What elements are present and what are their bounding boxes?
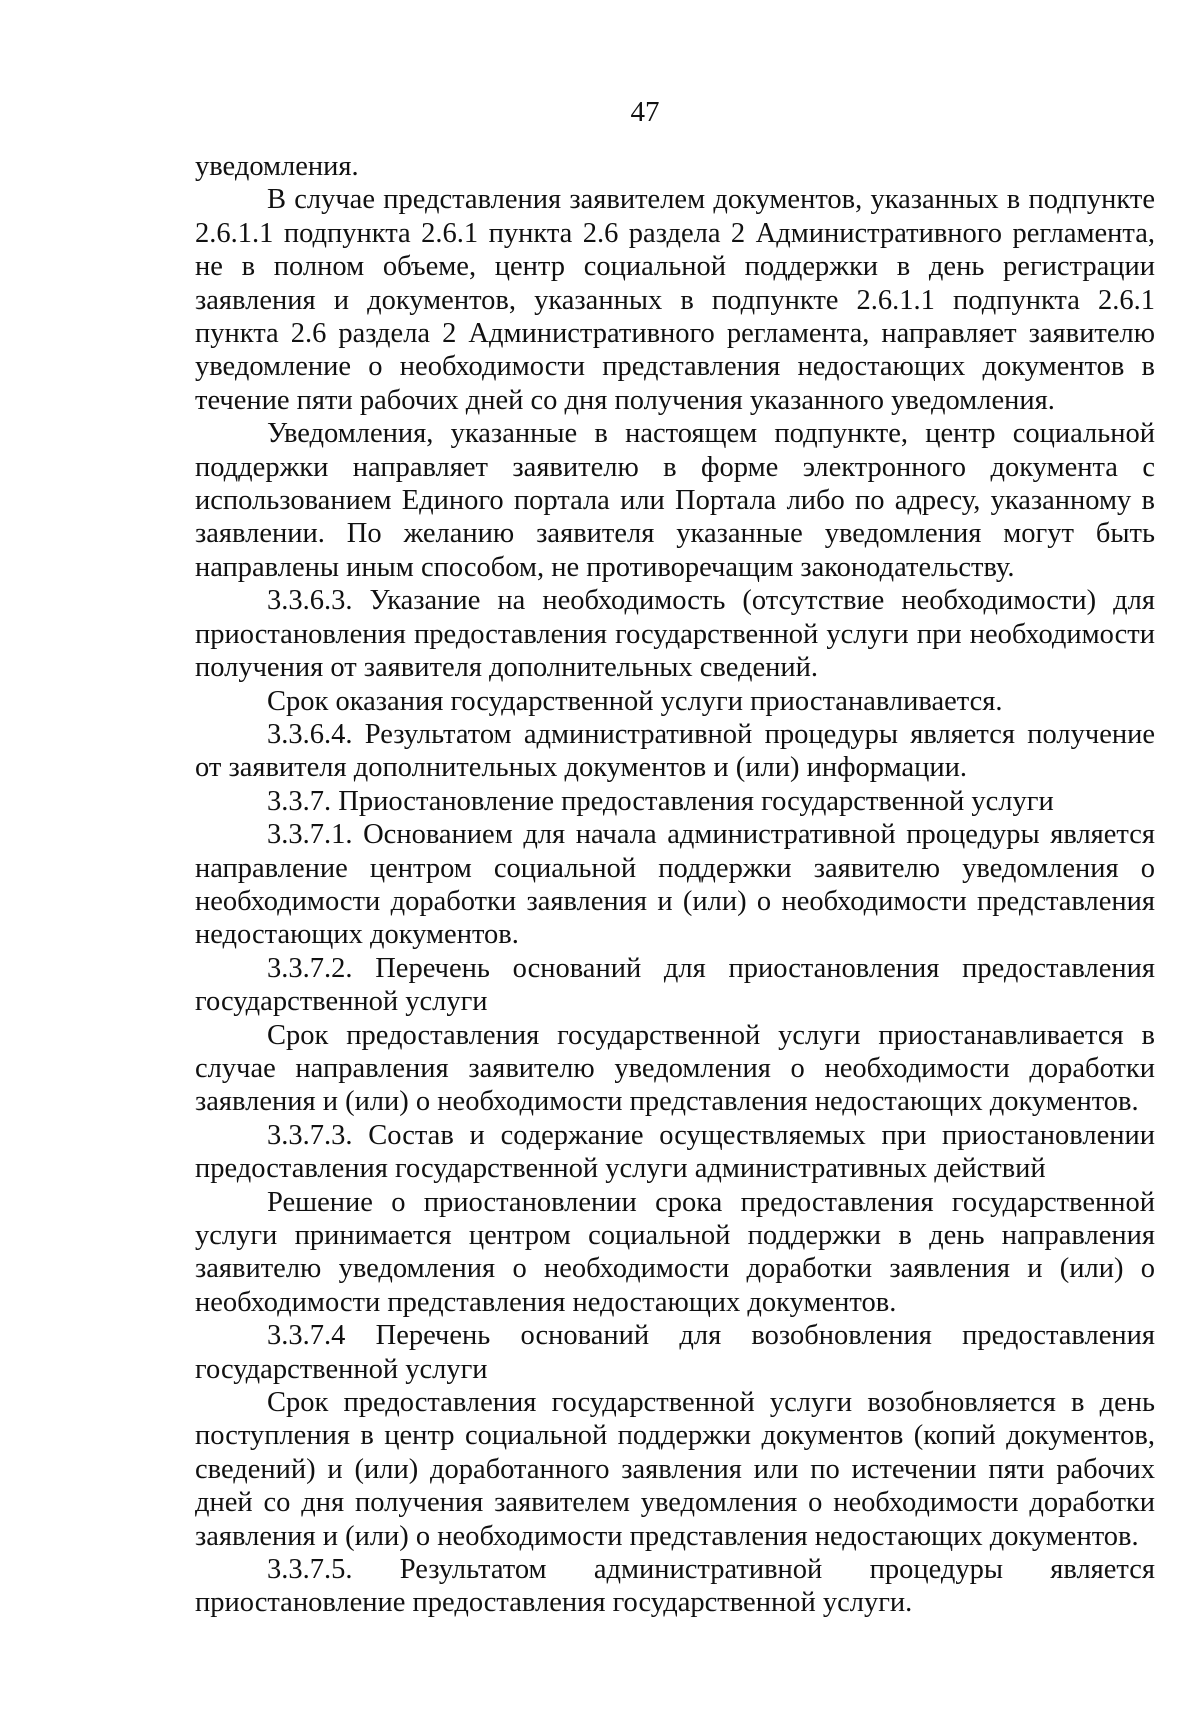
paragraph-3-3-7-heading: 3.3.7. Приостановление предоставления государственной услуги [267, 785, 1054, 817]
paragraph-3-3-7-5: 3.3.7.5. Результатом административной процедуры является приостановление предоставления государственной услуги. [195, 1554, 1155, 1619]
paragraph-3-3-6-3: 3.3.6.3. Указание на необходимость (отсутствие необходимости) для приостановления предоставления государственной услуги при необходимости получения от заявителя дополнительных сведений. [195, 585, 1155, 684]
paragraph-3-3-6-4: 3.3.6.4. Результатом административной процедуры является получение от заявителя дополнительных документов и (или) информации. [195, 718, 1155, 784]
paragraph-3-3-7-2: 3.3.7.2. Перечень оснований для приостановления предоставления государственной услуги [195, 952, 1155, 1018]
paragraph-term-suspended: Срок оказания государственной услуги приостанавливается. [267, 685, 1003, 717]
page-number: 47 [630, 96, 660, 128]
paragraph-suspension-decision: Решение о приостановлении срока предоставления государственной услуги принимается центром социальной поддержки в день направления заявителю уведомления о необходимости доработки заявления и (или) о необходимости представления недостающих документов. [195, 1186, 1155, 1318]
paragraph-3-3-7-1: 3.3.7.1. Основанием для начала административной процедуры является направление центром социальной поддержки заявителю уведомления о необходимости доработки заявления и (или) о необходимости представления недостающих документов. [195, 819, 1155, 951]
paragraph-continuation: уведомления. [195, 151, 359, 182]
paragraph-3-3-7-4: 3.3.7.4 Перечень оснований для возобновления предоставления государственной услуги [195, 1320, 1155, 1385]
paragraph-resumption-term: Срок предоставления государственной услуги возобновляется в день поступления в центр социальной поддержки документов (копий документов, сведений) и (или) доработанного заявления или по истечении пяти рабочих дней со дня получения заявителем уведомления о необходимости доработки заявления и (или) о необходимости представления недостающих документов. [195, 1387, 1155, 1552]
paragraph-incomplete-documents: В случае представления заявителем документов, указанных в подпункте 2.6.1.1 подпункта 2.6.1 пункта 2.6 раздела 2 Административного регламента, не в полном объеме, центр социальной поддержки в день регистрации заявления и документов, указанных в подпункте 2.6.1.1 подпункта 2.6.1 пункта 2.6 раздела 2 Административного регламента, направляет заявителю уведомление о необходимости представления недостающих документов в течение пяти рабочих дней со дня получения указанного уведомления. [195, 184, 1155, 416]
paragraph-3-3-7-3: 3.3.7.3. Состав и содержание осуществляемых при приостановлении предоставления государственной услуги административных действий [195, 1119, 1155, 1185]
document-body [195, 150, 1155, 1620]
paragraph-suspension-term: Срок предоставления государственной услуги приостанавливается в случае направления заявителю уведомления о необходимости доработки заявления и (или) о необходимости представления недостающих документов. [195, 1019, 1155, 1118]
paragraph-notification-delivery: Уведомления, указанные в настоящем подпункте, центр социальной поддержки направляет заявителю в форме электронного документа с использованием Единого портала или Портала либо по адресу, указанному в заявлении. По желанию заявителя указанные уведомления могут быть направлены иным способом, не противоречащим законодательству. [195, 418, 1155, 583]
